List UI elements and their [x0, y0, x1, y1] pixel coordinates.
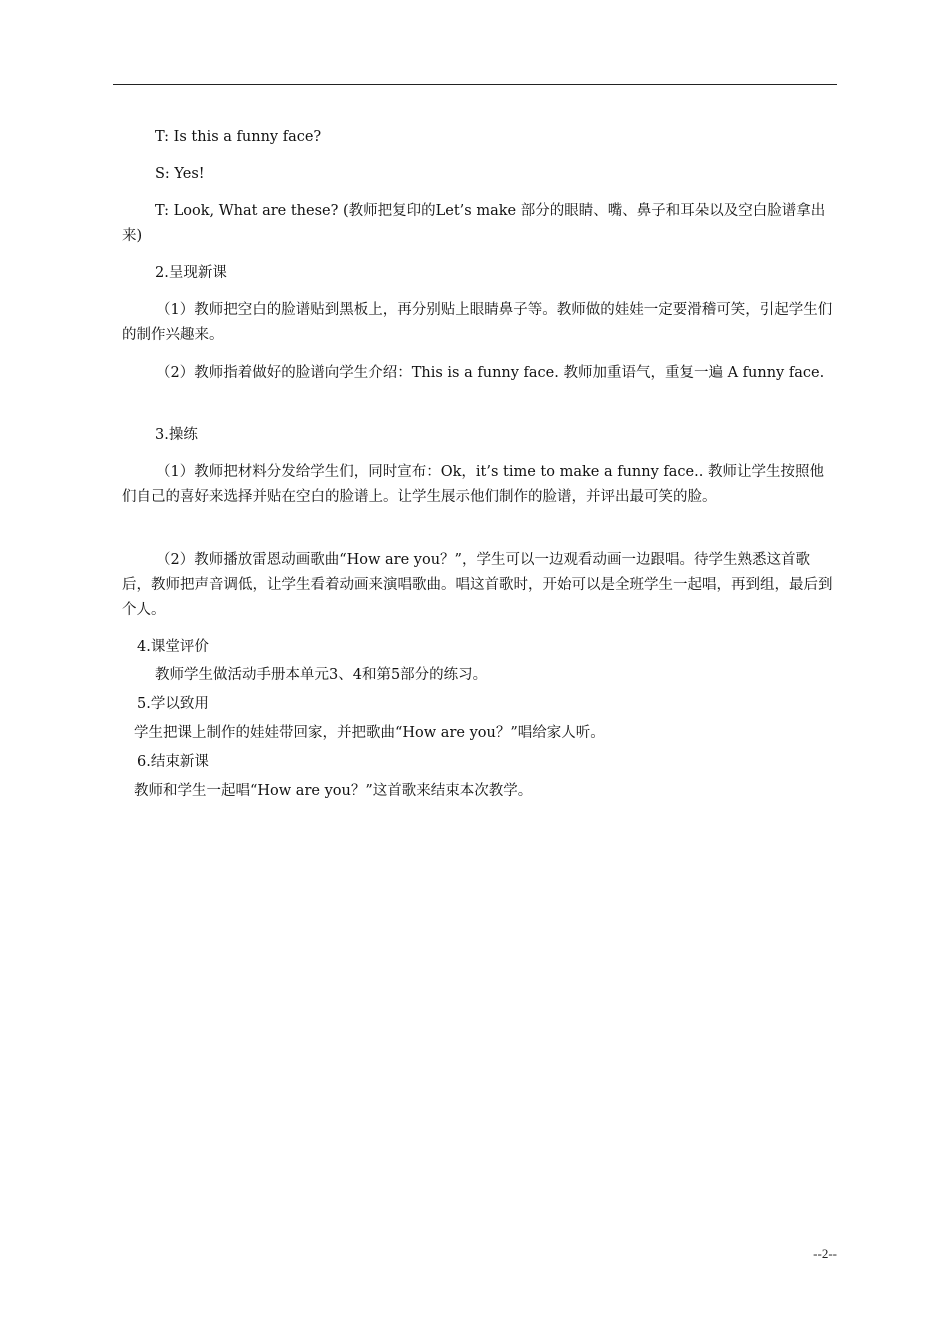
practice-paragraph-1: （1）教师把材料分发给学生们，同时宣布：Ok，it’s time to make a funny face.. 教师让学生按照他们自己的喜好来选择并贴在空白的脸谱上。让学生展示他们制作的脸谱，并评出最可笑的脸。	[122, 464, 824, 505]
dialogue-line-2: S: Yes!	[155, 166, 205, 182]
section-heading-evaluation: 4.课堂评价	[137, 639, 209, 655]
ending-paragraph: 教师和学生一起唱“How are you？”这首歌来结束本次教学。	[134, 783, 533, 799]
page-number: --2--	[813, 1246, 837, 1261]
section-heading-application: 5.学以致用	[137, 696, 209, 712]
section-heading-present: 2.呈现新课	[155, 265, 227, 281]
present-paragraph-2: （2）教师指着做好的脸谱向学生介绍：This is a funny face. 教师加重语气，重复一遍 A funny face.	[156, 365, 825, 381]
present-paragraph-1: （1）教师把空白的脸谱贴到黑板上，再分别贴上眼睛鼻子等。教师做的娃娃一定要滑稽可笑，引起学生们的制作兴趣来。	[122, 302, 833, 343]
header-rule	[113, 84, 837, 85]
section-heading-ending: 6.结束新课	[137, 754, 209, 770]
section-heading-practice: 3.操练	[155, 427, 198, 443]
application-paragraph: 学生把课上制作的娃娃带回家，并把歌曲“How are you？”唱给家人听。	[134, 725, 605, 741]
dialogue-line-3: T: Look, What are these? (教师把复印的Let’s make 部分的眼睛、嘴、鼻子和耳朵以及空白脸谱拿出来)	[122, 203, 826, 244]
evaluation-paragraph: 教师学生做活动手册本单元3、4和第5部分的练习。	[155, 667, 488, 683]
practice-paragraph-2: （2）教师播放雷恩动画歌曲“How are you？”，学生可以一边观看动画一边跟唱。待学生熟悉这首歌后，教师把声音调低，让学生看着动画来演唱歌曲。唱这首歌时，开始可以是全班学生一起唱，再到组，最后到个人。	[122, 552, 833, 618]
dialogue-line-1: T: Is this a funny face?	[155, 129, 322, 145]
